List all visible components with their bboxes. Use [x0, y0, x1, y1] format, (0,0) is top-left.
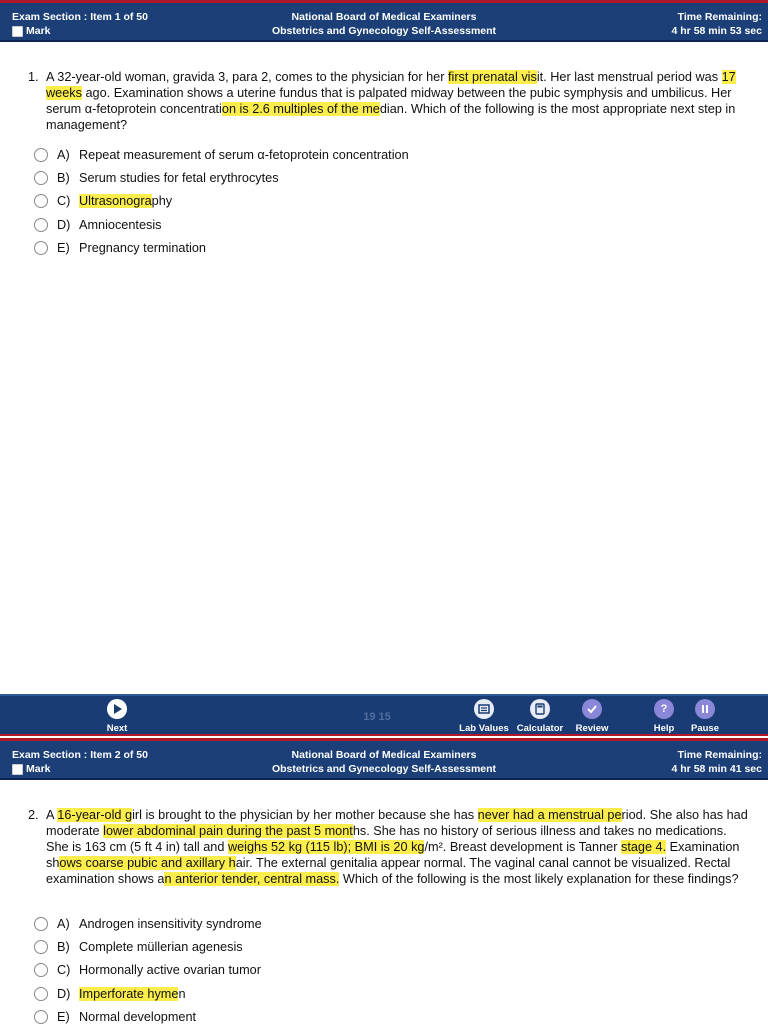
highlighted-text: on is 2.6 multiples of the me: [221, 101, 380, 116]
help-label: Help: [653, 723, 675, 734]
calculator-button[interactable]: [514, 699, 566, 734]
stem-text: Examination sh: [46, 839, 740, 870]
org-name: National Board of Medical Examiners: [291, 749, 477, 761]
option-letter: E): [57, 1009, 70, 1024]
stem-text: A: [46, 808, 58, 822]
mark-checkbox[interactable]: [12, 24, 148, 38]
option-letter: A): [57, 147, 70, 162]
answer-options-q2: [34, 912, 262, 1028]
answer-option[interactable]: [34, 213, 409, 236]
stem-text: /m². Breast development is Tanner: [424, 839, 621, 854]
pause-icon: [695, 699, 715, 719]
pause-button[interactable]: [688, 699, 722, 734]
option-letter: A): [57, 916, 70, 931]
highlighted-text: 17 weeks: [46, 70, 736, 100]
nbme-logo: 19 15: [363, 711, 391, 723]
mark-checkbox[interactable]: [12, 762, 148, 776]
radio-button[interactable]: [34, 148, 48, 162]
org-name: National Board of Medical Examiners: [291, 11, 477, 23]
stem-text: Which of the following is the most likely explanation for these findings?: [339, 871, 739, 886]
option-text: [79, 940, 243, 954]
highlighted-text: lower abdominal pain during the past 5 mont: [103, 823, 353, 838]
option-text-part: Normal development: [79, 1009, 197, 1024]
option-letter: B): [57, 939, 70, 954]
help-icon: ?: [654, 699, 674, 719]
navigation-bar: [0, 694, 768, 736]
question-number: 2.: [28, 808, 39, 822]
pause-label: Pause: [691, 723, 719, 734]
option-letter: C): [57, 194, 71, 209]
highlighted-text: 16-year-old g: [57, 808, 133, 822]
stem-text: it. Her last menstrual period was: [536, 70, 722, 84]
exam-name: Obstetrics and Gynecology Self-Assessment: [271, 25, 497, 37]
highlighted-text: first prenatal vis: [447, 70, 537, 84]
answer-option[interactable]: [34, 166, 409, 189]
stem-text: dian. Which of the following is the most appropriate next step in management?: [46, 101, 736, 132]
option-text-part: Complete müllerian agenesis: [79, 939, 243, 954]
mark-checkbox-box[interactable]: [12, 764, 23, 775]
question-stem: [46, 70, 752, 134]
radio-button[interactable]: [34, 241, 48, 255]
time-remaining-label: Time Remaining:: [677, 11, 762, 23]
timer: [672, 10, 762, 38]
item-info: [12, 10, 148, 38]
stem-text: riod. She also has had moderate: [46, 808, 748, 838]
time-remaining-value: 4 hr 58 min 53 sec: [671, 25, 762, 37]
radio-button[interactable]: [34, 940, 48, 954]
lab-values-button[interactable]: [455, 699, 513, 734]
answer-option[interactable]: [34, 935, 262, 958]
lab-values-icon: [474, 699, 494, 719]
question-2: [28, 808, 752, 888]
option-text: [79, 963, 261, 977]
answer-option[interactable]: [34, 1005, 262, 1028]
option-text-part: n: [178, 986, 186, 1001]
option-text-part: Hormonally active ovarian tumor: [79, 963, 261, 978]
review-button[interactable]: [572, 699, 612, 734]
highlighted-text: weighs 52 kg (115 lb); BMI is 20 kg: [227, 839, 425, 854]
radio-button[interactable]: [34, 218, 48, 232]
option-letter: B): [57, 170, 70, 185]
highlighted-text: never had a menstrual pe: [477, 808, 622, 822]
answer-option[interactable]: [34, 236, 409, 259]
option-text-part: Amniocentesis: [79, 217, 162, 232]
time-remaining-value: 4 hr 58 min 41 sec: [671, 763, 762, 775]
option-letter: C): [57, 963, 71, 978]
option-text: [79, 148, 409, 162]
option-text-part: Serum studies for fetal erythrocytes: [79, 170, 279, 185]
stem-text: ago. Examination shows a uterine fundus that is palpated midway between the pubic symphysis and umbilicus. Her serum α-fetoprotein concentrati: [46, 85, 732, 116]
answer-option[interactable]: [34, 982, 262, 1005]
option-text: [79, 241, 206, 255]
question-1: [28, 70, 752, 134]
radio-button[interactable]: [34, 963, 48, 977]
radio-button[interactable]: [34, 987, 48, 1001]
option-text-part: Pregnancy termination: [79, 240, 206, 255]
next-button[interactable]: [100, 699, 134, 734]
option-text: [79, 194, 172, 208]
lab-values-label: Lab Values: [459, 723, 509, 734]
highlighted-text: n anterior tender, central mass.: [164, 871, 340, 886]
next-label: Next: [106, 723, 128, 734]
answer-option[interactable]: [34, 912, 262, 935]
answer-option[interactable]: [34, 959, 262, 982]
item-counter: Exam Section : Item 1 of 50: [12, 11, 148, 23]
option-text: [79, 1010, 196, 1024]
option-text: [79, 917, 262, 931]
stem-text: irl is brought to the physician by her mother because she has: [132, 808, 478, 822]
highlighted-text: ows coarse pubic and axillary h: [59, 855, 236, 870]
highlighted-text: Ultrasonogra: [79, 194, 152, 209]
checkmark-icon: [582, 699, 602, 719]
stem-text: A 32-year-old woman, gravida 3, para 2, comes to the physician for her: [46, 70, 448, 84]
answer-option[interactable]: [34, 190, 409, 213]
item-counter: Exam Section : Item 2 of 50: [12, 749, 148, 761]
highlighted-text: stage 4.: [620, 839, 667, 854]
time-remaining-label: Time Remaining:: [677, 749, 762, 761]
mark-label: Mark: [26, 763, 51, 775]
play-icon: [107, 699, 127, 719]
highlighted-text: Imperforate hyme: [79, 986, 179, 1001]
stem-text: air. The external genitalia appear normal. The vaginal canal cannot be visualized. Rectal examination shows a: [46, 855, 731, 886]
option-text: [79, 987, 186, 1001]
radio-button[interactable]: [34, 917, 48, 931]
calculator-icon: [530, 699, 550, 719]
review-label: Review: [575, 723, 609, 734]
option-text: [79, 171, 279, 185]
option-text-part: Androgen insensitivity syndrome: [79, 916, 262, 931]
stem-text: hs. She has no history of serious illness and takes no medications. She is 163 cm (5 ft 4 in) tall and: [46, 823, 727, 854]
answer-option[interactable]: [34, 143, 409, 166]
question-number: 1.: [28, 70, 39, 84]
exam-header-item-1: [0, 0, 768, 42]
radio-button[interactable]: [34, 1010, 48, 1024]
mark-checkbox-box[interactable]: [12, 26, 23, 37]
option-text-part: phy: [151, 194, 173, 209]
option-letter: D): [57, 217, 71, 232]
answer-options-q1: [34, 143, 409, 259]
radio-button[interactable]: [34, 194, 48, 208]
option-letter: D): [57, 986, 71, 1001]
timer: [672, 748, 762, 776]
option-text: [79, 218, 162, 232]
option-letter: E): [57, 240, 70, 255]
help-button[interactable]: [650, 699, 678, 734]
calculator-label: Calculator: [516, 723, 564, 734]
exam-name: Obstetrics and Gynecology Self-Assessment: [271, 763, 497, 775]
item-info: [12, 748, 148, 776]
exam-header-item-2: [0, 738, 768, 780]
option-text-part: Repeat measurement of serum α-fetoprotein concentration: [79, 147, 409, 162]
mark-label: Mark: [26, 25, 51, 37]
question-stem: [46, 808, 752, 888]
radio-button[interactable]: [34, 171, 48, 185]
